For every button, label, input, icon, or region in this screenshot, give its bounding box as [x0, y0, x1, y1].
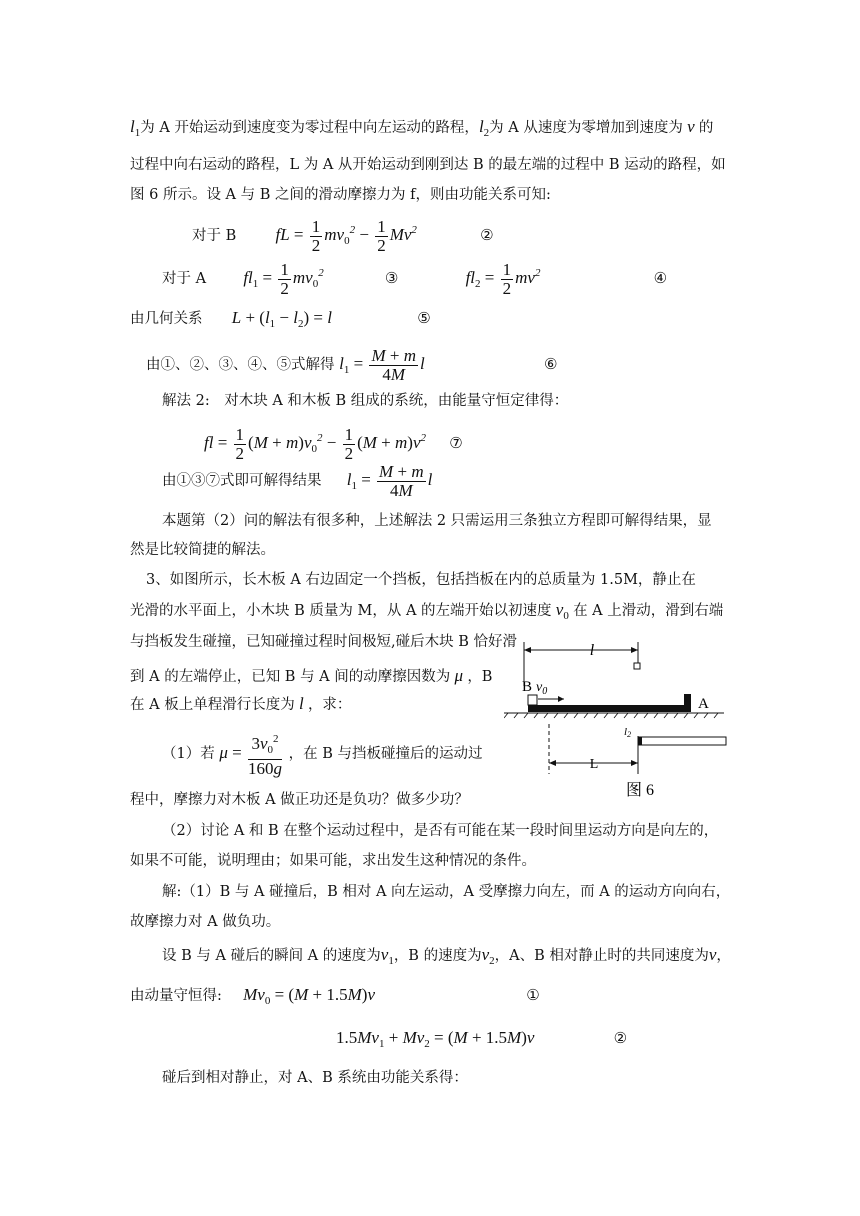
result-line: 由①③⑦式即可解得结果 $l_1$ = $\frac{M + m}{4M}$ l	[162, 461, 433, 500]
text: ，B	[467, 669, 493, 685]
text: 为 A 开始运动到速度变为零过程中向左运动的路程，	[140, 120, 479, 136]
label-B: B	[522, 679, 533, 695]
equation-marker: ⑤	[417, 309, 431, 327]
label-l: l	[589, 642, 595, 659]
arrowhead-icon	[631, 760, 638, 766]
equation-marker: ①	[526, 986, 540, 1004]
board-stopper-later	[638, 737, 642, 745]
text: 为 A 从速度为零增加到速度为	[489, 120, 683, 136]
equation-6: 由①、②、③、④、⑤式解得 $l_1$ = $\frac{M + m}{4M}$ l ⑥	[146, 345, 558, 384]
text: 光滑的水平面上，小木块 B 质量为 M，从 A 的左端开始以初速度	[130, 603, 552, 619]
equation-marker: ⑥	[543, 355, 558, 373]
question-3-line-5: 在 A 板上单程滑行长度为 l ，求：	[130, 694, 352, 713]
equation-marker: ②	[613, 1029, 628, 1047]
paragraph-line-2: 过程中向右运动的路程，L 为 A 从开始运动到刚到达 B 的最左端的过程中 B 运动的路程，如	[130, 157, 726, 173]
label-L: L	[589, 757, 599, 772]
text: 的	[698, 120, 714, 136]
text: （1）若	[162, 746, 215, 762]
text: 在 A 板上单程滑行长度为	[130, 697, 295, 713]
label-l2: l2	[624, 726, 632, 739]
question-3-line-4: 到 A 的左端停止，已知 B 与 A 间的动摩擦因数为 μ ，B	[130, 666, 493, 685]
var-l2: $l_2$	[478, 117, 490, 139]
answer-line-1: 解:（1）B 与 A 碰撞后，B 相对 A 向左运动，A 受摩擦力向左，而 A 的运动方向向右，	[162, 884, 731, 900]
question-3-part-2-line-1: （2）讨论 A 和 B 在整个运动过程中，是否有可能在某一段时间里运动方向是向左的，	[162, 823, 719, 839]
ground-hatching	[504, 713, 718, 718]
text: 由动量守恒得:	[130, 988, 222, 1004]
answer-line-2: 故摩擦力对 A 做负功。	[130, 914, 281, 930]
small-block-icon	[634, 663, 640, 669]
equation-7: fl = $\frac{1}{2}$ $(M + m)v_0^2$ − $\frac{1}{2}$ $(M + m)v^2$ ⑦	[204, 424, 463, 463]
equation-marker: ③	[384, 269, 399, 287]
paragraph-line-1	[130, 117, 713, 143]
block-B	[528, 695, 537, 705]
paragraph-line-3: 图 6 所示。设 A 与 B 之间的滑动摩擦力为 f，则由功能关系可知:	[130, 187, 551, 203]
answer-momentum-eq-2: $1.5Mv_1 + Mv_2 = (M + 1.5M)v$ ②	[336, 1028, 628, 1050]
text: ，在 B 与挡板碰撞后的运动过	[288, 746, 483, 762]
board-A-later	[638, 737, 726, 745]
arrowhead-icon	[549, 760, 556, 766]
equation-3-4: 对于 A $fl_1$ = $\frac{1}{2}$ $mv_0^2$ ③ $fl_2$ = $\frac{1}{2}$ $mv^2$ ④	[162, 259, 668, 298]
figure-caption: 图 6	[626, 782, 655, 799]
answer-line-5: 碰后到相对静止，对 A、B 系统由功能关系得：	[162, 1070, 468, 1086]
question-3-part-2-line-2: 如果不可能，说明理由；如果可能，求出发生这种情况的条件。	[130, 853, 536, 869]
text: 设 B 与 A 碰后的瞬间 A 的速度为	[162, 948, 381, 964]
text: ，	[716, 948, 731, 964]
answer-line-3: 设 B 与 A 碰后的瞬间 A 的速度为$v_1$，B 的速度为$v_2$，A、B 相对静止时的共同速度为v，	[162, 945, 731, 967]
equation-label: 由①、②、③、④、⑤式解得	[146, 357, 335, 373]
question-3-part-1: （1）若 μ = $\frac{3v_0^2}{160g}$ ，在 B 与挡板碰撞后的运动过	[162, 730, 482, 778]
arrowhead-icon	[558, 696, 564, 702]
var-l1: $l_1$	[130, 117, 141, 139]
equation-marker: ②	[480, 226, 494, 244]
figure-6-diagram	[504, 636, 744, 808]
label-A: A	[698, 696, 709, 712]
text: ，求：	[307, 697, 352, 713]
question-3-line-2: 光滑的水平面上，小木块 B 质量为 M，从 A 的左端开始以初速度 $v_0$ 在 A 上滑动，滑到右端	[130, 600, 724, 622]
arrowhead-icon	[524, 647, 531, 653]
arrowhead-icon	[631, 647, 638, 653]
equation-marker: ④	[653, 269, 668, 287]
note-line-2: 然是比较简捷的解法。	[130, 542, 275, 558]
text: ，B 的速度为	[393, 948, 482, 964]
question-3-line-1: 3、如图所示，长木板 A 右边固定一个挡板，包括挡板在内的总质量为 1.5M，静止在	[146, 572, 696, 588]
equation-marker: ⑦	[449, 434, 463, 452]
text: 在 A 上滑动，滑到右端	[573, 603, 724, 619]
label-v0: $v_0$	[536, 680, 548, 697]
result-label: 由①③⑦式即可解得结果	[162, 473, 322, 489]
board-stopper	[684, 694, 691, 712]
note-line-1: 本题第（2）问的解法有很多种，上述解法 2 只需运用三条独立方程即可解得结果，显	[162, 513, 712, 529]
question-3-part-1-cont: 程中，摩擦力对木板 A 做正功还是负功？做多少功？	[130, 792, 469, 808]
solution-2-heading: 解法 2: 对木块 A 和木板 B 组成的系统，由能量守恒定律得：	[162, 393, 569, 409]
var-v: v	[682, 117, 699, 136]
equation-5: 由几何关系 $L + (l_1 - l_2) = l$ ⑤	[130, 308, 431, 330]
equation-2: 对于 B fL = $\frac{1}{2}$ $mv_0^2$ − $\frac{1}{2}$ Mv$^2$ ②	[192, 216, 494, 255]
question-3-line-3: 与挡板发生碰撞，已知碰撞过程时间极短,碰后木块 B 恰好滑	[130, 634, 517, 650]
equation-label: 对于 B	[192, 228, 237, 244]
board-A	[528, 705, 684, 712]
answer-momentum-eq-1: 由动量守恒得: $Mv_0 = (M + 1.5M)v$ ①	[130, 985, 540, 1007]
text: ，A、B 相对静止时的共同速度为	[494, 948, 709, 964]
equation-label: 对于 A	[162, 271, 207, 287]
text: 到 A 的左端停止，已知 B 与 A 间的动摩擦因数为	[130, 669, 451, 685]
equation-label: 由几何关系	[130, 311, 203, 327]
